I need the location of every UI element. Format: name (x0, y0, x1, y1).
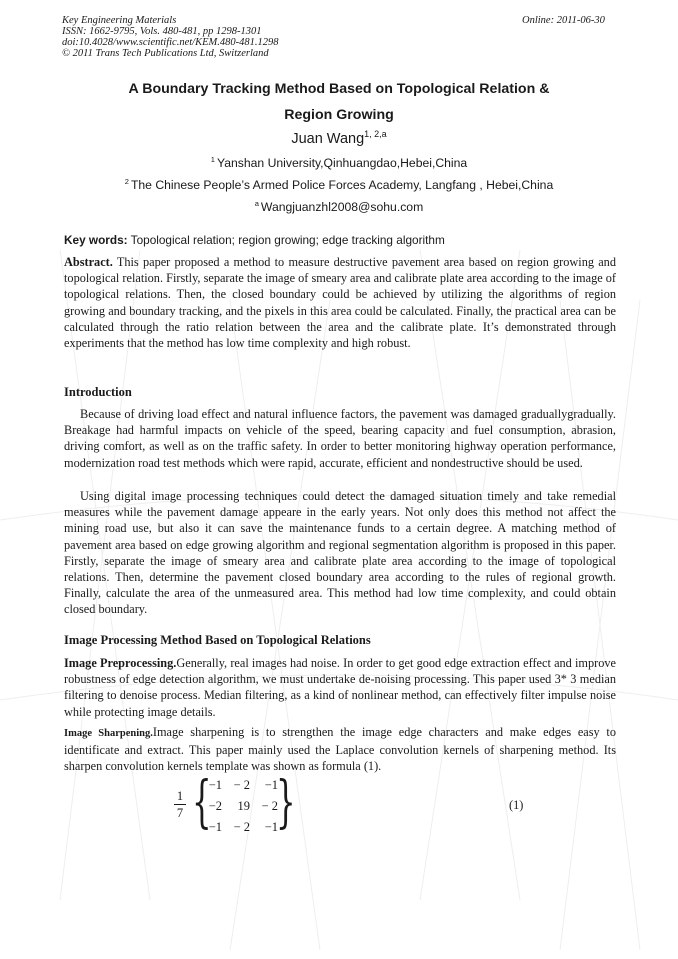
introduction-paragraph-1: Because of driving load effect and natural influence factors, the pavement was damaged graduallygradually. Breakage had harmful impacts on vehicle of the speed, bearing capacity and fuel consumption, abrasion, driving comfort, as well as on the traffic safety. In order to better monitoring highway operation performance, modernization road test methods which were rapid, accurate, efficient and nondestructive should be used. (64, 407, 616, 470)
matrix-row-3 (196, 820, 278, 835)
abstract-text: This paper proposed a method to measure destructive pavement area based on region growing and topological relation. Firstly, separate the image of smeary area and calibrate plate area according to the image of topological relations. Then, the closed boundary could be achieved by utilizing the algorithms of region growing and boundary tracking, and the pixels in this area could be calculated. Finally, the practical area can be calculated through the ratio relation between the area and the calibrate plate. It’s demonstrated through experiments that the method has low time complexity and high robust. (64, 255, 616, 351)
matrix-cell: −1 (208, 820, 222, 834)
online-date: Online: 2011-06-30 (522, 15, 605, 26)
fraction-numerator: 1 (176, 789, 184, 803)
paper-title-line-2: Region Growing (284, 107, 394, 123)
sharpening-paragraph (64, 724, 616, 775)
paper-title-line-1: A Boundary Tracking Method Based on Topological Relation & (128, 81, 550, 97)
preprocessing-paragraph (64, 655, 616, 720)
journal-header (62, 15, 279, 59)
right-brace: } (276, 770, 296, 835)
matrix-cell: −2 (208, 799, 222, 813)
equation-number: (1) (509, 798, 524, 812)
abstract-label: Abstract. (64, 255, 113, 269)
matrix-cell: −1 (264, 778, 278, 792)
issn-line: ISSN: 1662-9795, Vols. 480-481, pp 1298-1301 (62, 26, 262, 37)
fraction-bar (174, 804, 186, 805)
keywords-label: Key words: (64, 233, 128, 247)
matrix-row-2 (196, 799, 278, 814)
left-brace: { (192, 770, 212, 835)
author-email (40, 199, 638, 214)
sharpening-label: Image Sharpening. (64, 728, 153, 739)
matrix-row-1 (196, 778, 278, 793)
matrix-cell: − 2 (233, 778, 250, 792)
matrix-cell: − 2 (233, 820, 250, 834)
affiliation-1-sup: 1 (210, 155, 215, 164)
copyright-line: © 2011 Trans Tech Publications Ltd, Switzerland (62, 48, 269, 59)
fraction-denominator: 7 (176, 806, 184, 820)
matrix-cell: 19 (237, 799, 250, 813)
affiliation-2 (40, 177, 638, 192)
journal-name: Key Engineering Materials (62, 15, 177, 26)
introduction-paragraph-2: Using digital image processing techniques could detect the damaged situation timely and take remedial measures while the pavement damage appeare in the early years. Not only does this method not affect the mining road use, but also it can save the maintenance funds to a certain degree. A matching method of pavement area based on edge growing algorithm and regional segmentation algorithm is proposed in this paper. Firstly, separate the image of smeary area and calibrate plate area according to the image of topological relations. Then, determine the pavement closed boundary area according to the rules of regional growth. Finally, calculate the area of the unmeasured area. This method had low time complexity, and could obtain closed boundary. (64, 489, 616, 617)
author-name: Juan Wang (291, 131, 365, 147)
author (40, 129, 638, 147)
section-2-heading: Image Processing Method Based on Topological Relations (64, 633, 371, 647)
introduction-heading: Introduction (64, 385, 132, 399)
preprocessing-text: Generally, real images had noise. In order to get good edge extraction effect and improve robustness of edge detection algorithm, we must undertake de-noising processing. This paper used 3* 3 median filtering to denoise process. Median filtering, as a kind of nonlinear method, can effectively filter impulse noise while protecting image details. (64, 656, 616, 719)
keywords (64, 233, 616, 247)
email-text: Wangjuanzhl2008@sohu.com (260, 200, 424, 214)
matrix-cell: −1 (264, 820, 278, 834)
affiliation-2-sup: 2 (124, 177, 129, 186)
email-sup: a (254, 199, 259, 208)
matrix-cell: −1 (208, 778, 222, 792)
affiliation-1 (40, 155, 638, 170)
doi-line: doi:10.4028/www.scientific.net/KEM.480-481.1298 (62, 37, 279, 48)
sharpening-text: Image sharpening is to strengthen the image edge characters and make edges easy to identificate and extract. This paper mainly used the Laplace convolution kernels of sharpening method. Its sharpen convolution kernels template was shown as formula (1). (64, 725, 616, 774)
formula-fraction (174, 789, 186, 820)
affiliation-1-text: Yanshan University,Qinhuangdao,Hebei,China (216, 156, 468, 170)
affiliation-2-text: The Chinese People’s Armed Police Forces Academy, Langfang , Hebei,China (130, 178, 554, 192)
author-sup: 1, 2,a (364, 129, 387, 139)
keywords-text: Topological relation; region growing; edge tracking algorithm (130, 233, 445, 247)
abstract (64, 254, 616, 351)
matrix-cell: − 2 (261, 799, 278, 813)
preprocessing-label: Image Preprocessing. (64, 656, 177, 670)
